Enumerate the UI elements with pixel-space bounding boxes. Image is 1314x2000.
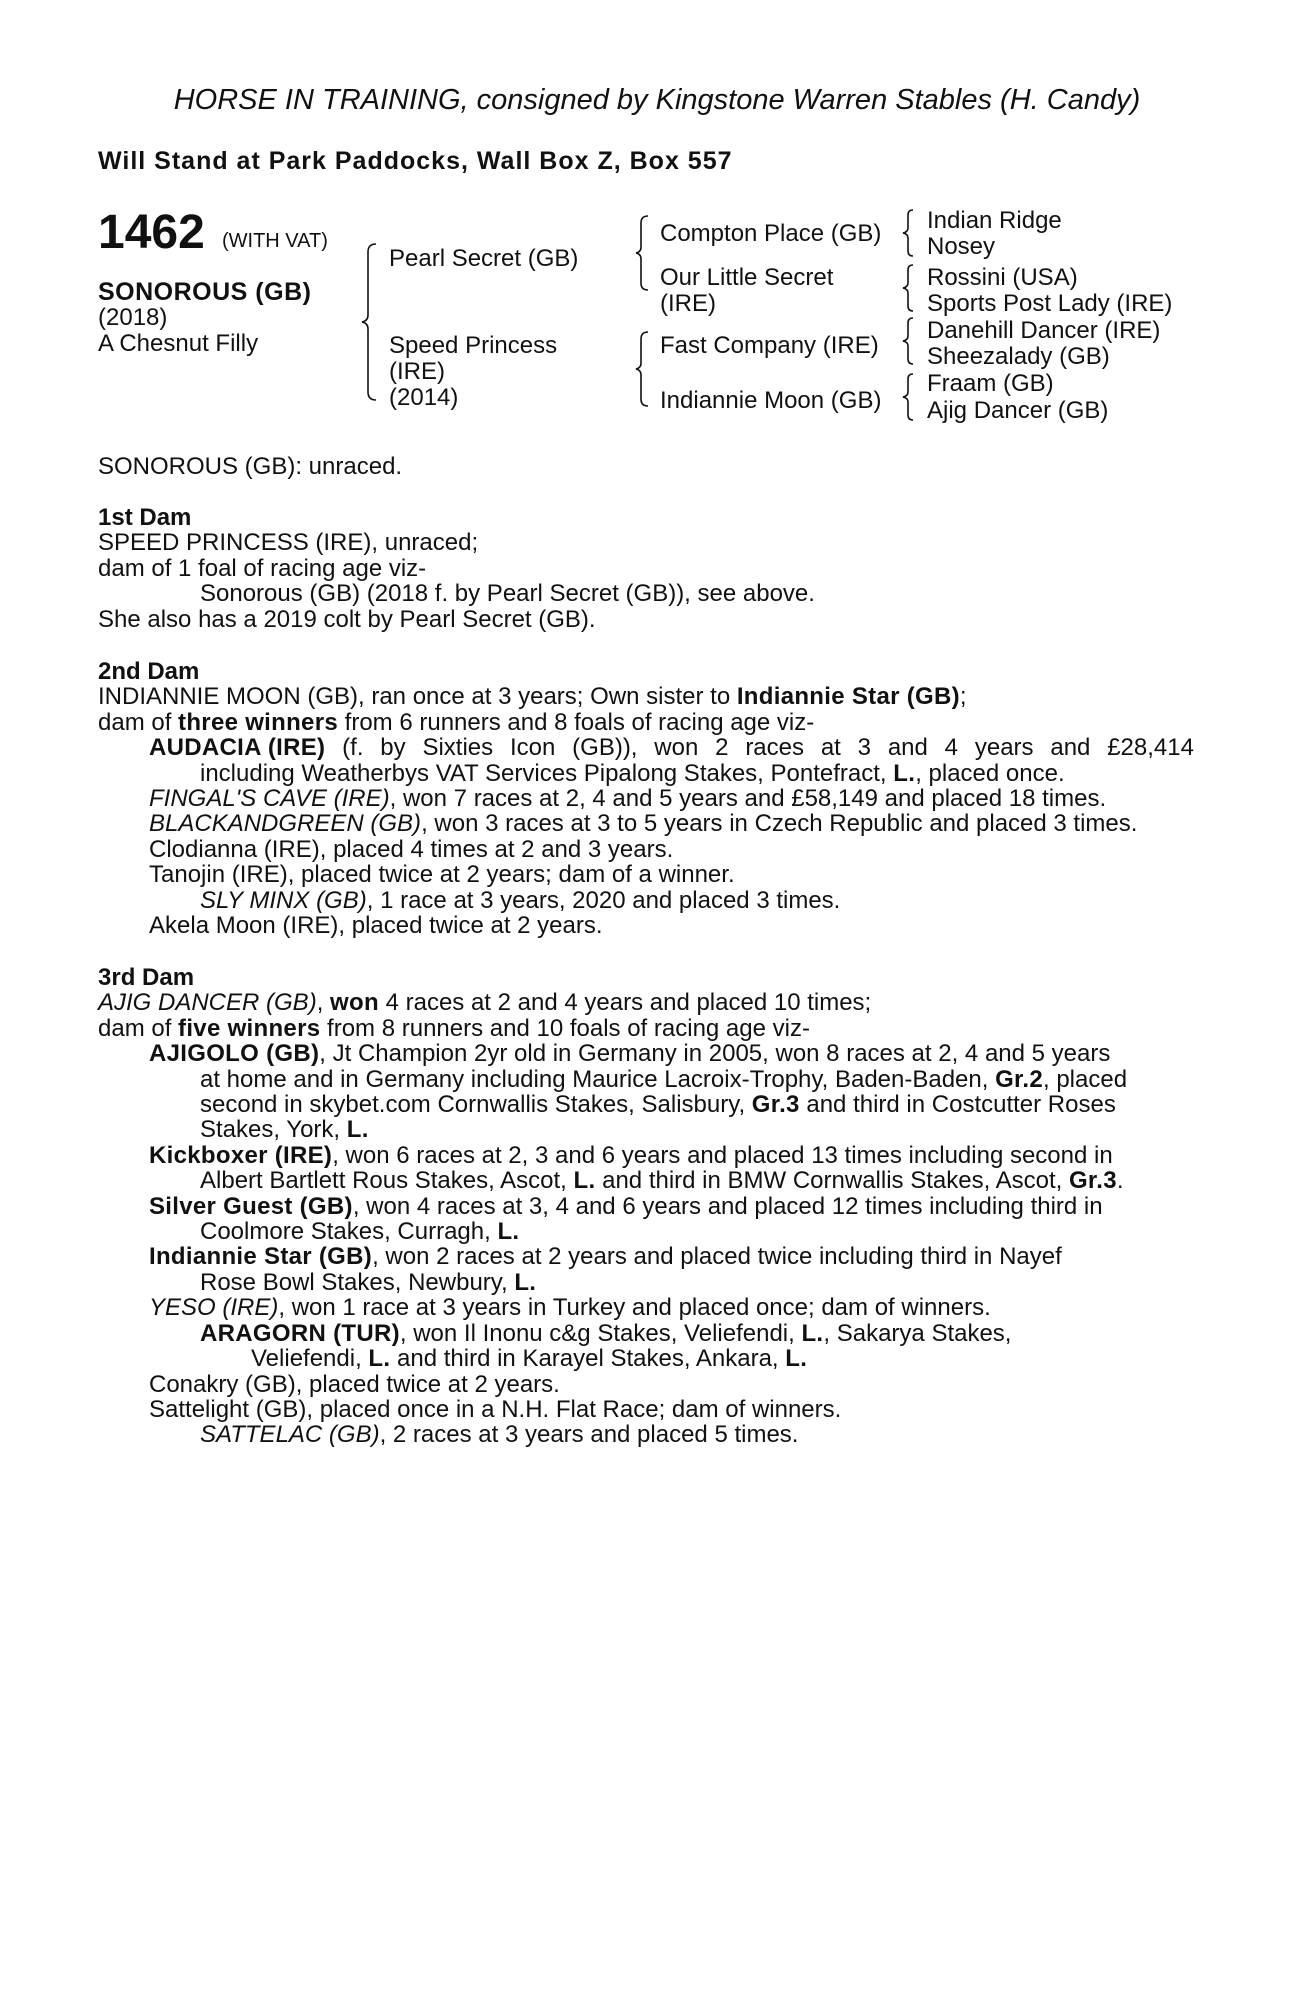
- produce-entry-cont: at home and in Germany including Maurice Lacroix-Trophy, Baden-Baden, Gr.2, placed: [200, 1065, 1128, 1093]
- produce-entry-cont: Coolmore Stakes, Curragh, L.: [200, 1218, 520, 1246]
- produce-entry: Tanojin (IRE), placed twice at 2 years; dam of a winner.: [149, 861, 735, 889]
- stand-location: Will Stand at Park Paddocks, Wall Box Z, Box 557: [98, 147, 733, 175]
- produce-entry: Clodianna (IRE), placed 4 times at 2 and 3 years.: [149, 835, 674, 863]
- produce-entry: SLY MINX (GB), 1 race at 3 years, 2020 and placed 3 times.: [200, 886, 841, 914]
- lot-number: 1462: [98, 206, 205, 259]
- produce-entry: AUDACIA (IRE) (f. by Sixties Icon (GB)), won 2 races at 3 and 4 years and £28,414: [149, 734, 1194, 762]
- dam-line: dam of 1 foal of racing age viz-: [98, 554, 427, 582]
- produce-entry: Indiannie Star (GB), won 2 races at 2 years and placed twice including third in Nayef: [149, 1243, 1062, 1271]
- foaling-year: (2018): [98, 304, 168, 331]
- pedigree-g7: Fraam (GB): [927, 370, 1054, 397]
- pedigree-g1: Indian Ridge: [927, 207, 1062, 234]
- horse-name: SONOROUS (GB): [98, 278, 312, 306]
- pedigree-g6: Sheezalady (GB): [927, 343, 1110, 370]
- pedigree-sire: Pearl Secret (GB): [389, 245, 579, 272]
- pedigree-dam-name: Speed Princess: [389, 332, 558, 359]
- pedigree-sire-sire: Compton Place (GB): [660, 220, 882, 247]
- produce-entry: FINGAL'S CAVE (IRE), won 7 races at 2, 4 and 5 years and £58,149 and placed 18 times.: [149, 785, 1107, 813]
- pedigree-g8: Ajig Dancer (GB): [927, 397, 1109, 424]
- dam-line: dam of five winners from 8 runners and 10 foals of racing age viz-: [98, 1014, 810, 1042]
- dam-line: She also has a 2019 colt by Pearl Secret (GB).: [98, 605, 596, 633]
- dam-line: INDIANNIE MOON (GB), ran once at 3 years; Own sister to Indiannie Star (GB);: [98, 683, 967, 711]
- pedigree-g5: Danehill Dancer (IRE): [927, 317, 1161, 344]
- produce-entry-cont: second in skybet.com Cornwallis Stakes, Salisbury, Gr.3 and third in Costcutter Roses: [200, 1091, 1116, 1119]
- produce-entry-cont: Albert Bartlett Rous Stakes, Ascot, L. and third in BMW Cornwallis Stakes, Ascot, Gr.3.: [200, 1167, 1124, 1195]
- pedigree-dam-year: (2014): [389, 384, 459, 411]
- produce-entry-cont: including Weatherbys VAT Services Pipalong Stakes, Pontefract, L., placed once.: [200, 759, 1065, 787]
- pedigree-dam-country: (IRE): [389, 358, 445, 385]
- dam-line: dam of three winners from 6 runners and 8 foals of racing age viz-: [98, 708, 815, 736]
- produce-entry: Conakry (GB), placed twice at 2 years.: [149, 1370, 560, 1398]
- dam-line: AJIG DANCER (GB), won 4 races at 2 and 4 years and placed 10 times;: [98, 989, 872, 1017]
- horse-description: A Chesnut Filly: [98, 330, 259, 357]
- produce-entry: Akela Moon (IRE), placed twice at 2 years.: [149, 912, 603, 940]
- racing-record: SONOROUS (GB): unraced.: [98, 453, 403, 480]
- pedigree-dam-dam: Indiannie Moon (GB): [660, 387, 882, 414]
- pedigree-bracket-sire: [636, 214, 654, 294]
- pedigree-bracket-g2: [903, 263, 917, 313]
- section-heading: 1st Dam: [98, 504, 192, 531]
- produce-entry: YESO (IRE), won 1 race at 3 years in Turkey and placed once; dam of winners.: [149, 1294, 991, 1322]
- pedigree-g2: Nosey: [927, 233, 996, 260]
- pedigree-g4: Sports Post Lady (IRE): [927, 290, 1173, 317]
- pedigree-bracket-g3: [903, 316, 917, 366]
- vat-note: (WITH VAT): [222, 230, 328, 252]
- catalogue-header: HORSE IN TRAINING, consigned by Kingstone Warren Stables (H. Candy): [173, 84, 1141, 116]
- section-heading: 3rd Dam: [98, 964, 195, 991]
- produce-entry: ARAGORN (TUR), won Il Inonu c&g Stakes, Veliefendi, L., Sakarya Stakes,: [200, 1319, 1012, 1347]
- section-heading: 2nd Dam: [98, 658, 200, 685]
- third-dam-section: [98, 965, 1127, 1448]
- produce-entry: Sonorous (GB) (2018 f. by Pearl Secret (GB)), see above.: [200, 580, 815, 608]
- pedigree-sire-dam-name: Our Little Secret: [660, 264, 834, 291]
- pedigree-bracket-g4: [903, 372, 917, 422]
- first-dam-section: [98, 505, 815, 632]
- pedigree-bracket-g1: [903, 208, 917, 258]
- produce-entry: SATTELAC (GB), 2 races at 3 years and placed 5 times.: [200, 1421, 799, 1449]
- produce-entry-cont: Rose Bowl Stakes, Newbury, L.: [200, 1268, 537, 1296]
- produce-entry: BLACKANDGREEN (GB), won 3 races at 3 to 5 years in Czech Republic and placed 3 times.: [149, 810, 1138, 838]
- pedigree-bracket-gen1: [362, 242, 382, 402]
- pedigree-g3: Rossini (USA): [927, 264, 1078, 291]
- produce-entry: Kickboxer (IRE), won 6 races at 2, 3 and 6 years and placed 13 times including second in: [149, 1141, 1113, 1169]
- produce-entry: Sattelight (GB), placed once in a N.H. Flat Race; dam of winners.: [149, 1395, 842, 1423]
- produce-entry-cont: Stakes, York, L.: [200, 1116, 369, 1144]
- produce-entry: AJIGOLO (GB), Jt Champion 2yr old in Germany in 2005, won 8 races at 2, 4 and 5 years: [149, 1040, 1111, 1068]
- produce-entry: Silver Guest (GB), won 4 races at 3, 4 and 6 years and placed 12 times including third in: [149, 1192, 1103, 1220]
- pedigree-bracket-dam: [636, 330, 654, 410]
- second-dam-section: [98, 659, 1194, 938]
- produce-entry-cont: Veliefendi, L. and third in Karayel Stakes, Ankara, L.: [251, 1345, 808, 1373]
- pedigree-sire-dam-country: (IRE): [660, 290, 716, 317]
- dam-line: SPEED PRINCESS (IRE), unraced;: [98, 529, 479, 557]
- pedigree-dam-sire: Fast Company (IRE): [660, 332, 879, 359]
